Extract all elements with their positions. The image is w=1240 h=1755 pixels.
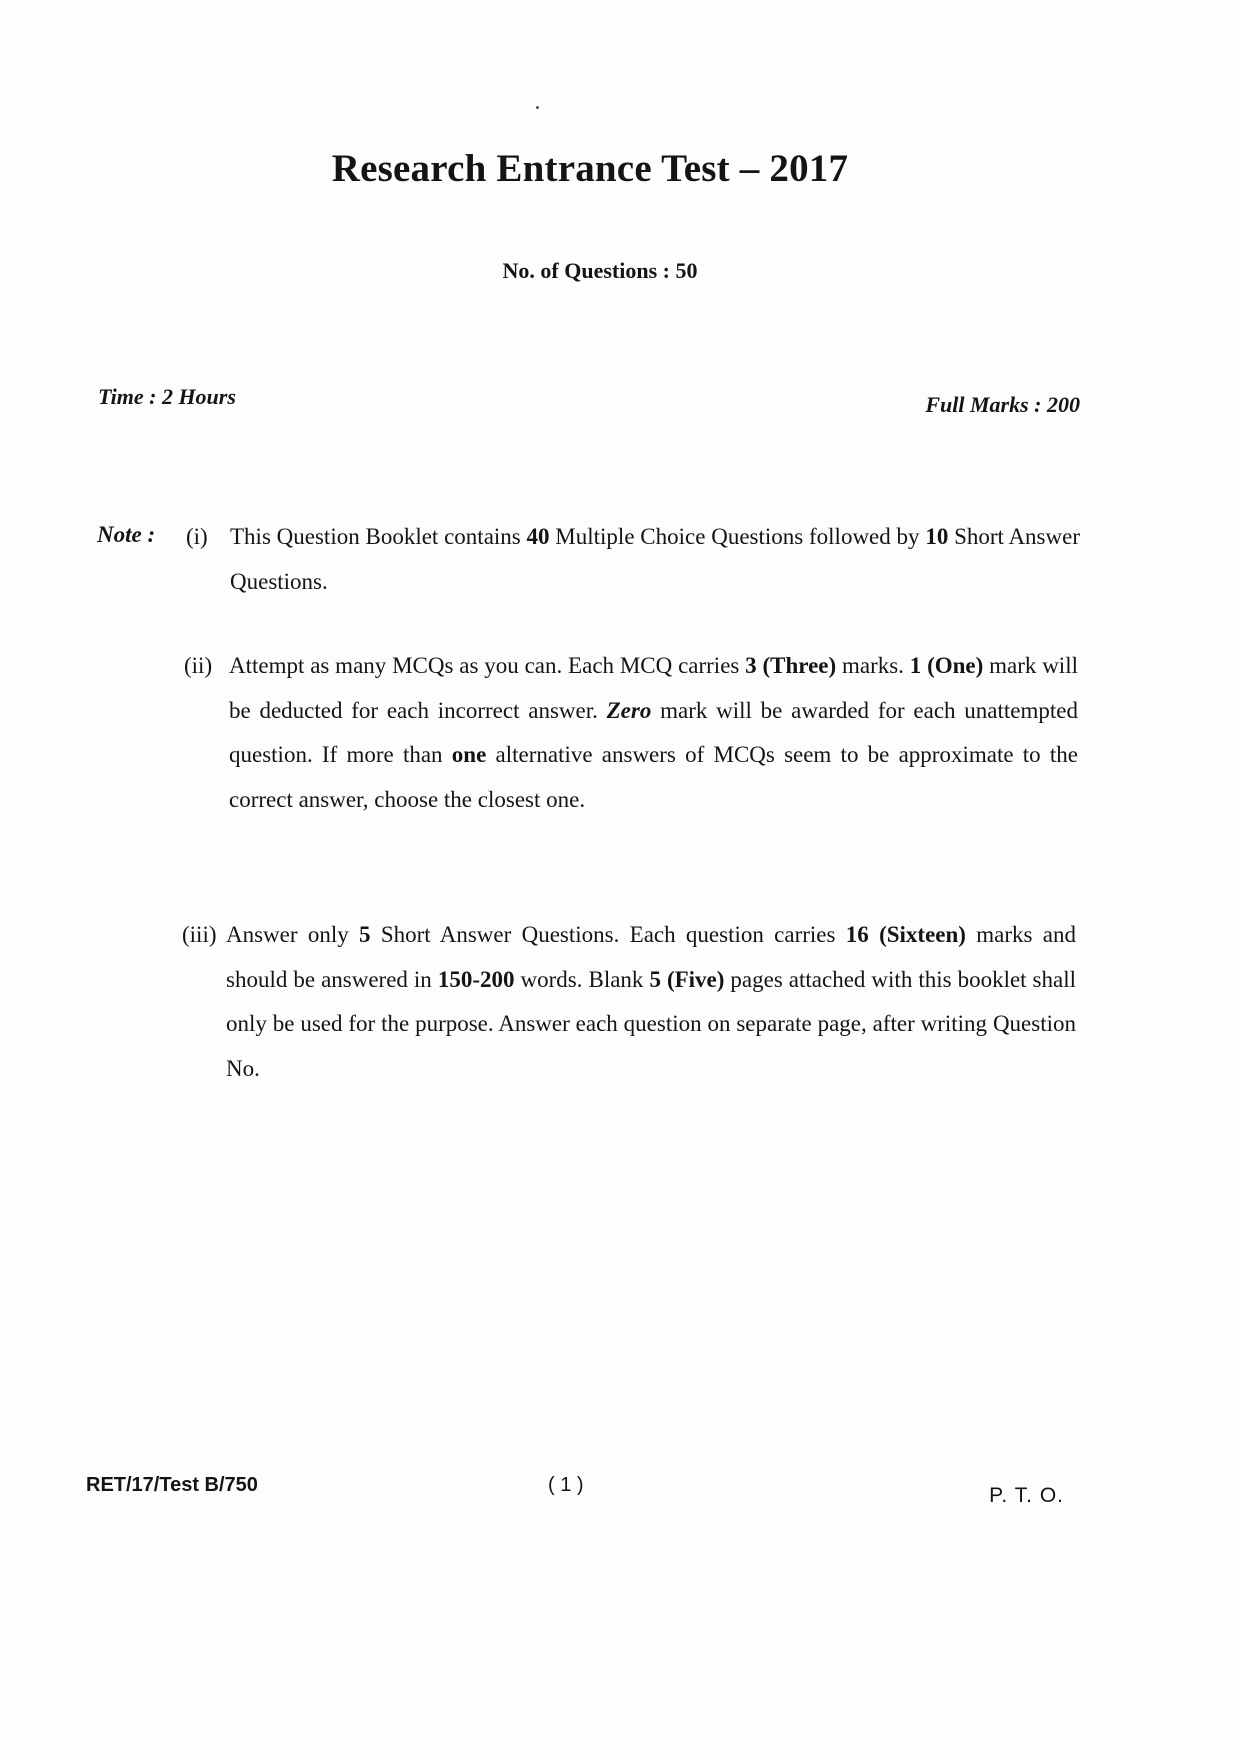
please-turn-over: P. T. O. bbox=[989, 1484, 1064, 1507]
note-item-1 bbox=[186, 515, 1080, 604]
note-run: Multiple Choice Questions followed by bbox=[549, 524, 926, 549]
page-number: ( 1 ) bbox=[548, 1474, 584, 1496]
bold-text: 1 (One) bbox=[909, 653, 984, 678]
full-marks: Full Marks : 200 bbox=[925, 392, 1080, 417]
bold-text: 40 bbox=[526, 524, 550, 549]
note-label: Note : bbox=[97, 522, 156, 547]
note-run: mark will be deducted for each incorrect answer. bbox=[229, 653, 1078, 723]
scan-speck bbox=[536, 106, 539, 109]
bold-text: 3 (Three) bbox=[745, 653, 837, 678]
note-run: alternative answers of MCQs seem to be approximate to the correct answer, choose the closest one. bbox=[229, 742, 1078, 812]
note-run: This Question Booklet contains bbox=[230, 524, 527, 549]
bold-text: 5 bbox=[359, 922, 371, 947]
note-run: mark will be awarded for each unattempted question. If more than bbox=[229, 697, 1078, 767]
time-allowed: Time : 2 Hours bbox=[98, 384, 236, 409]
note-run: Answer only bbox=[226, 922, 360, 947]
note-text bbox=[229, 644, 1078, 822]
note-run: words. Blank bbox=[514, 966, 650, 992]
note-run: marks and should be answered in bbox=[226, 922, 1076, 992]
note-run: Short Answer Questions. Each question carries bbox=[370, 922, 846, 947]
bold-text: 150-200 bbox=[437, 966, 515, 992]
note-marker: (ii) bbox=[184, 653, 213, 678]
bold-text: 5 (Five) bbox=[649, 966, 725, 992]
exam-title: Research Entrance Test – 2017 bbox=[331, 147, 849, 190]
note-item-2 bbox=[184, 644, 1078, 822]
note-run: pages attached with this booklet shall only be used for the purpose. Answer each question on separate page, after writing Question No. bbox=[226, 966, 1076, 1081]
emphasis-text: Zero bbox=[606, 697, 652, 723]
note-run: Attempt as many MCQs as you can. Each MCQ carries bbox=[229, 653, 746, 678]
bold-text: one bbox=[451, 742, 487, 767]
bold-text: 10 bbox=[925, 524, 949, 549]
note-text bbox=[230, 515, 1080, 604]
note-item-3 bbox=[182, 913, 1076, 1091]
number-of-questions: No. of Questions : 50 bbox=[502, 258, 698, 283]
note-marker: (i) bbox=[186, 524, 208, 549]
note-run: Short Answer Questions. bbox=[230, 524, 1080, 594]
note-text bbox=[226, 913, 1076, 1091]
note-run: marks. bbox=[836, 653, 910, 678]
booklet-code: RET/17/Test B/750 bbox=[86, 1474, 258, 1496]
note-marker: (iii) bbox=[182, 922, 217, 947]
bold-text: 16 (Sixteen) bbox=[845, 922, 966, 947]
